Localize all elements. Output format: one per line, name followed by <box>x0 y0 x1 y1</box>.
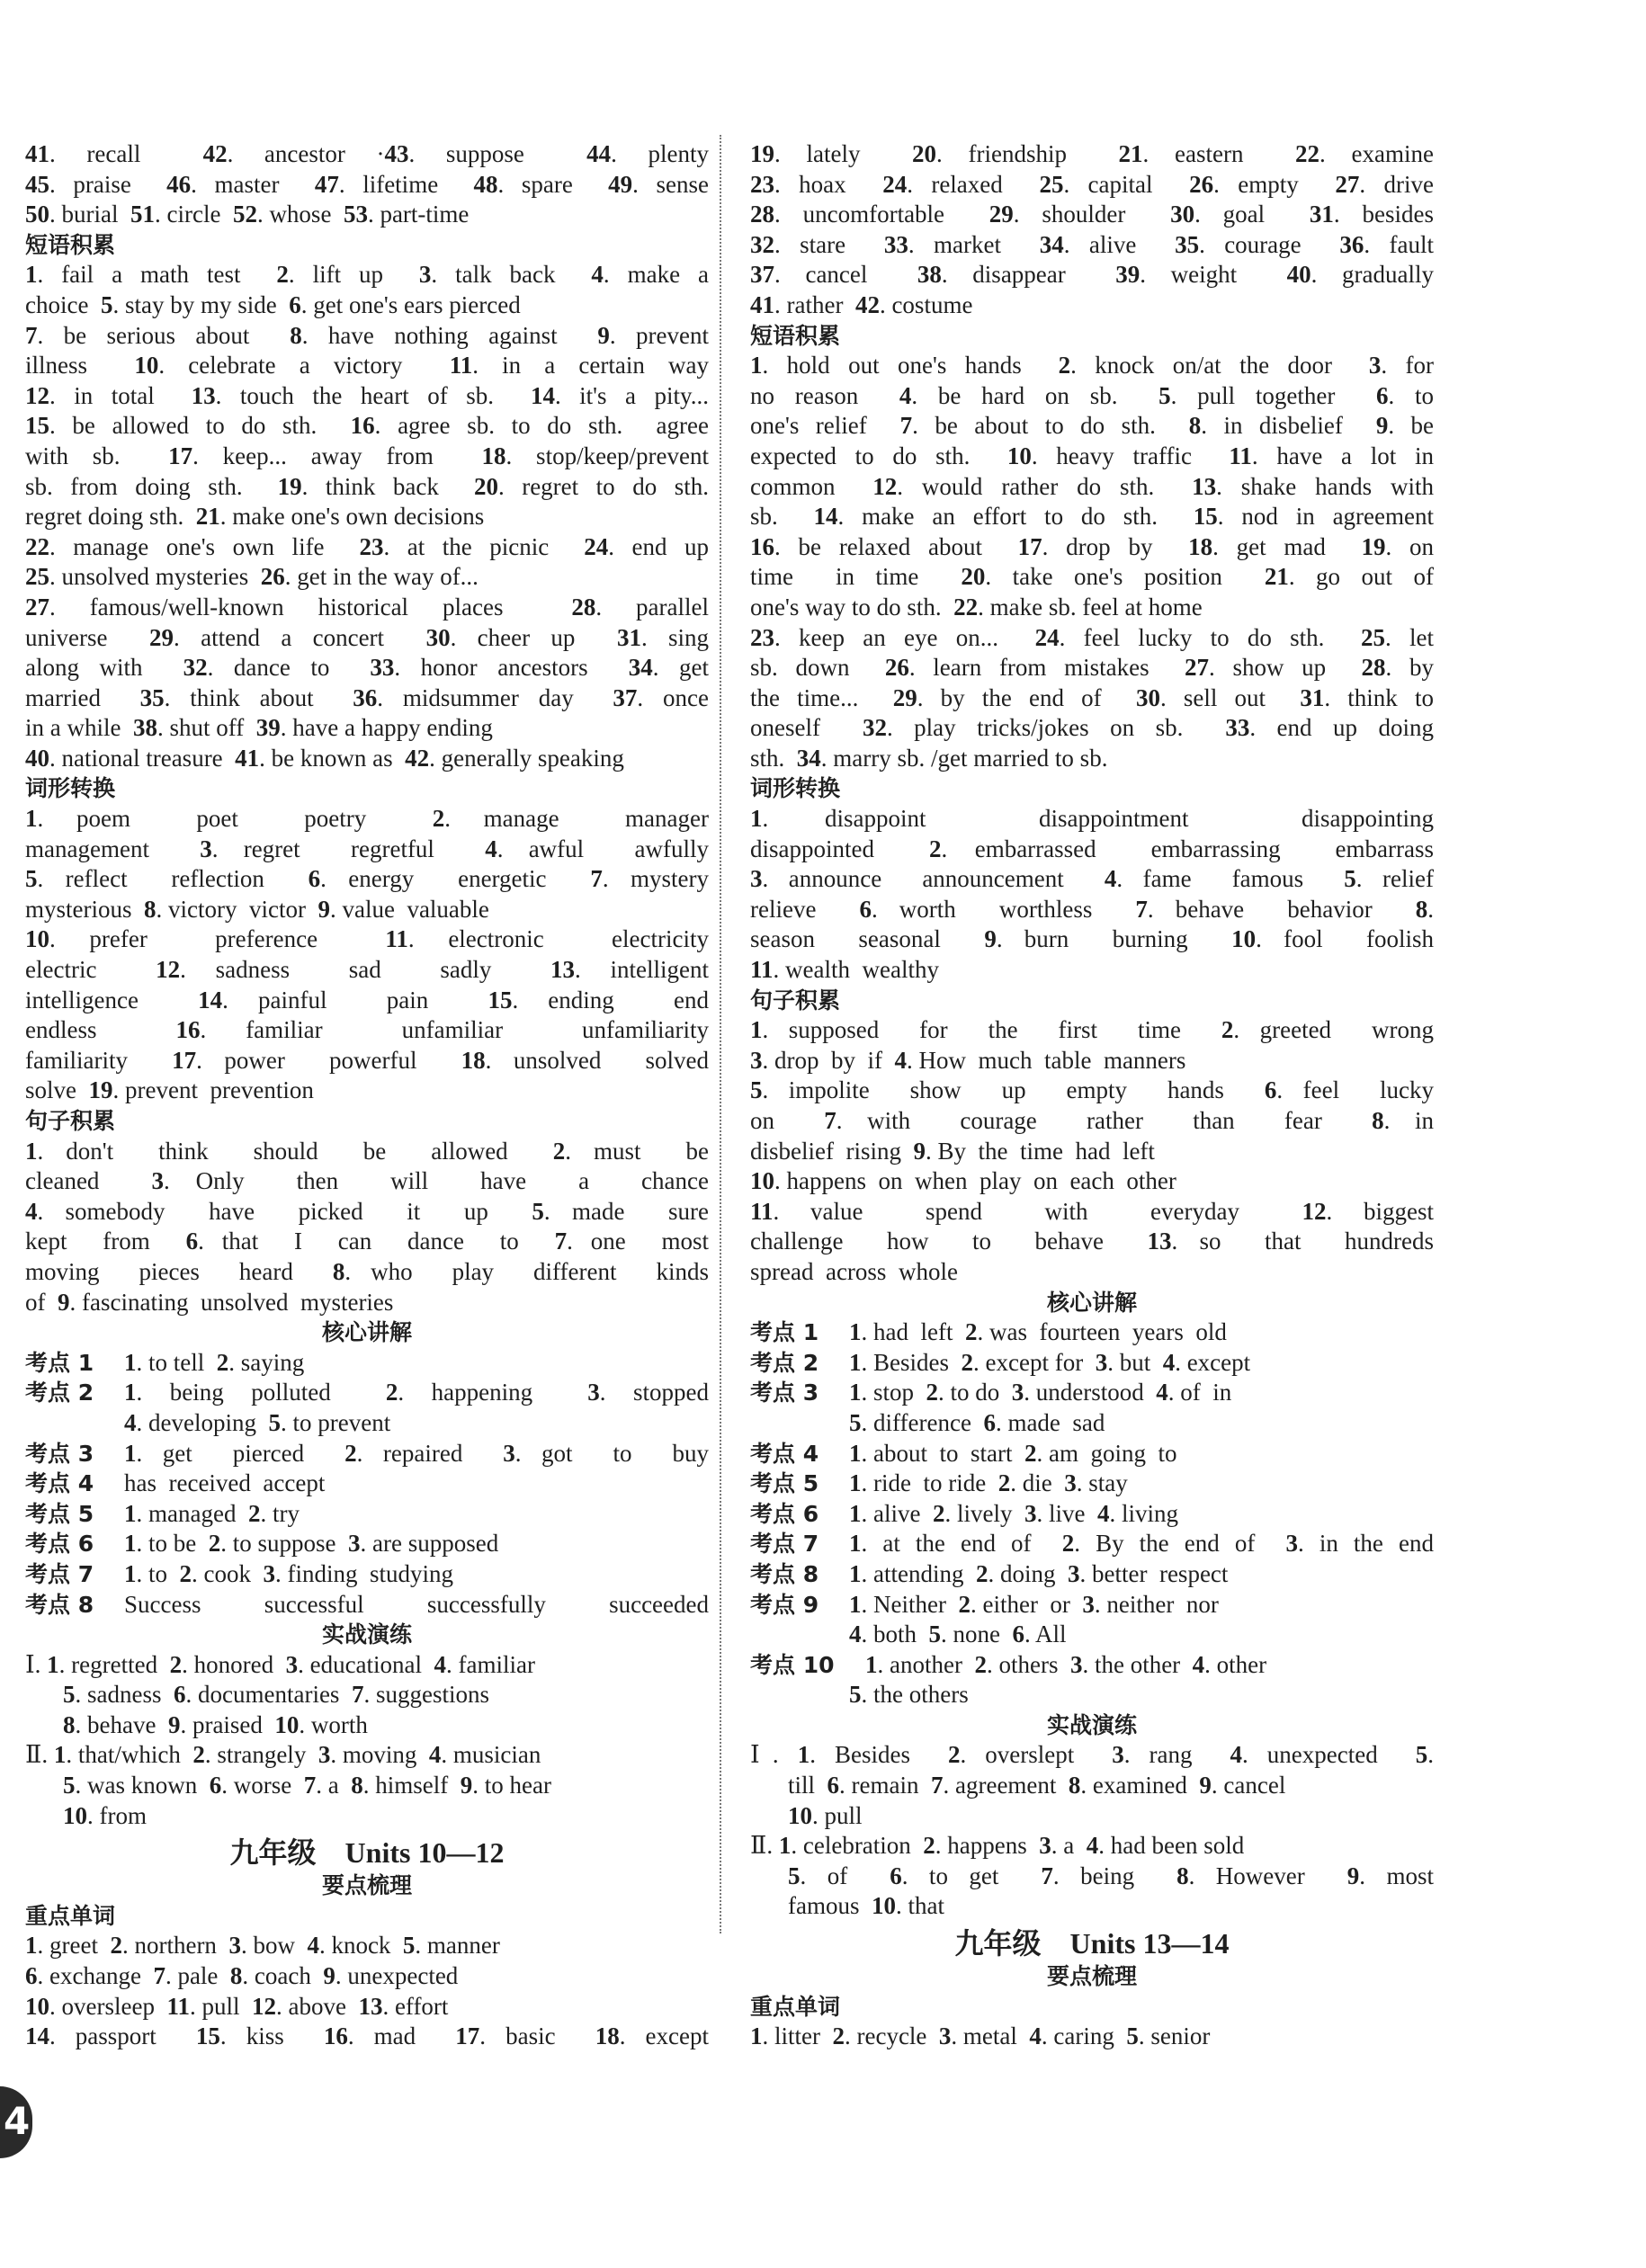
answer-line: Ⅰ. 1. regretted 2. honored 3. educational 4. familiar <box>25 1650 536 1678</box>
answer-line: familiarity 17. power powerful 18. unsolved solved <box>25 1046 709 1074</box>
answer-line: time in time 20. take one's position 21. go out of <box>750 563 1434 591</box>
answer-line: 1. hold out one's hands 2. knock on/at the door 3. for <box>750 352 1434 379</box>
answer-line: 23. keep an eye on... 24. feel lucky to do sth. 25. let <box>750 623 1434 651</box>
page-number-tab <box>0 2086 32 2158</box>
section-heading: 句子积累 <box>25 1108 116 1134</box>
key-point-row <box>25 1439 709 1469</box>
key-point-row <box>750 1469 1434 1499</box>
answer-line: disbelief rising 9. By the time had left <box>750 1137 1155 1165</box>
key-point-label: 考点 2 <box>750 1349 819 1376</box>
answer-line: sb. down 26. learn from mistakes 27. show up 28. by <box>750 654 1434 682</box>
answer-line: 22. manage one's own life 23. at the picnic 24. end up <box>25 532 709 560</box>
answer-line: 7. be serious about 8. have nothing against 9. prevent <box>25 321 709 349</box>
answer-line: mysterious 8. victory victor 9. value valuable <box>25 895 489 923</box>
key-point-label: 考点 8 <box>750 1560 819 1587</box>
answer-line: married 35. think about 36. midsummer day 37. once <box>25 683 709 711</box>
key-point-answers: 1. to 2. cook 3. finding studying <box>124 1559 454 1587</box>
left-column <box>25 139 709 2052</box>
key-point-label: 考点 1 <box>25 1349 94 1376</box>
key-point-label: 考点 9 <box>750 1591 819 1618</box>
answer-line: till 6. remain 7. agreement 8. examined 9. cancel <box>788 1772 1286 1799</box>
answer-line: on 7. with courage rather than fear 8. in <box>750 1107 1434 1134</box>
answer-line: 19. lately 20. friendship 21. eastern 22. examine <box>750 140 1434 167</box>
answer-line: famous 10. that <box>788 1892 944 1920</box>
answer-line: 32. stare 33. market 34. alive 35. courage 36. fault <box>750 230 1434 258</box>
key-point-answers: has received accept <box>124 1469 326 1497</box>
answer-line: 45. praise 46. master 47. lifetime 48. spare 49. sense <box>25 170 710 198</box>
answer-line: one's way to do sth. 22. make sb. feel at home <box>750 593 1203 621</box>
answer-line: 3. drop by if 4. How much table manners <box>750 1046 1186 1074</box>
answer-line: kept from 6. that I can dance to 7. one most <box>25 1228 709 1255</box>
key-point-answers: 1. managed 2. try <box>124 1499 300 1527</box>
answer-line: 5. was known 6. worse 7. a 8. himself 9. to hear <box>63 1772 551 1799</box>
key-point-label: 考点 4 <box>25 1470 94 1497</box>
answer-line: universe 29. attend a concert 30. cheer up 31. sing <box>25 623 710 651</box>
unit-heading: 九年级 Units 10—12 <box>229 1836 505 1870</box>
answer-line: 5. sadness 6. documentaries 7. suggestions <box>63 1681 489 1709</box>
column-divider <box>720 135 721 1933</box>
key-point-label: 考点 4 <box>750 1440 819 1467</box>
key-point-row <box>750 1378 1434 1408</box>
key-point-label: 考点 6 <box>750 1500 819 1527</box>
key-point-label: 考点 3 <box>25 1440 94 1467</box>
answer-line: in a while 38. shut off 39. have a happy ending <box>25 714 493 742</box>
subsection-heading: 实战演练 <box>321 1621 412 1648</box>
answer-line: Ⅱ. 1. that/which 2. strangely 3. moving 4. musician <box>25 1741 541 1769</box>
subsection-heading: 要点梳理 <box>321 1872 412 1899</box>
answer-line: moving pieces heard 8. who play different kinds <box>25 1257 709 1285</box>
answer-line: 5. the others <box>849 1681 969 1709</box>
answer-line: spread across whole <box>750 1257 958 1285</box>
answer-line: 1. supposed for the first time 2. greeted wrong <box>750 1016 1434 1044</box>
answer-line: expected to do sth. 10. heavy traffic 11. have a lot in <box>750 442 1434 469</box>
section-heading: 词形转换 <box>750 775 841 802</box>
key-point-answers: 1. to be 2. to suppose 3. are supposed <box>124 1530 499 1558</box>
answer-line: sth. 34. marry sb. /get married to sb. <box>750 744 1108 772</box>
answer-line: season seasonal 9. burn burning 10. fool foolish <box>750 925 1435 953</box>
key-point-label: 考点 3 <box>750 1380 819 1406</box>
key-point-answers: Success successful successfully succeeded <box>124 1590 709 1618</box>
answer-line: sb. from doing sth. 19. think back 20. regret to do sth. <box>25 472 709 500</box>
key-point-row <box>750 1439 1434 1469</box>
key-point-label: 考点 10 <box>750 1651 835 1678</box>
answer-line: 10. pull <box>788 1801 863 1829</box>
answer-line: 23. hoax 24. relaxed 25. capital 26. empty 27. drive <box>750 170 1434 198</box>
answer-line: 41. rather 42. costume <box>750 290 973 318</box>
answer-line: disappointed 2. embarrassed embarrassing embarrass <box>750 835 1434 862</box>
key-point-row <box>25 1378 709 1408</box>
answer-line: 5. difference 6. made sad <box>849 1408 1105 1436</box>
answer-line: with sb. 17. keep... away from 18. stop/keep/prevent <box>25 442 709 469</box>
subsection-heading: 要点梳理 <box>1046 1963 1137 1990</box>
key-point-label: 考点 7 <box>750 1531 819 1558</box>
key-point-answers: 1. being polluted 2. happening 3. stopped <box>124 1379 709 1406</box>
key-point-answers: 1. at the end of 2. By the end of 3. in the end <box>849 1530 1434 1558</box>
answer-line: 27. famous/well-known historical places 28. parallel <box>25 593 709 621</box>
unit-heading: 九年级 Units 13—14 <box>954 1927 1230 1960</box>
section-heading: 句子积累 <box>750 987 841 1013</box>
section-heading: 短语积累 <box>750 322 841 349</box>
answer-line: 11. wealth wealthy <box>750 956 939 984</box>
answer-line: 14. passport 15. kiss 16. mad 17. basic 18. except <box>25 2022 709 2050</box>
answer-line: 6. exchange 7. pale 8. coach 9. unexpected <box>25 1962 459 1990</box>
key-point-row <box>25 1590 709 1621</box>
answer-line: 11. value spend with everyday 12. biggest <box>750 1197 1435 1225</box>
answer-line: 1. fail a math test 2. lift up 3. talk back 4. make a <box>25 261 709 289</box>
section-heading: 词形转换 <box>25 775 116 802</box>
key-point-row <box>25 1499 709 1530</box>
answer-line: 10. happens on when play on each other <box>750 1167 1176 1195</box>
section-heading: 重点单词 <box>25 1902 116 1929</box>
right-column <box>750 139 1434 2052</box>
key-point-answers: 1. attending 2. doing 3. better respect <box>849 1559 1229 1587</box>
subsection-heading: 核心讲解 <box>1046 1289 1137 1316</box>
key-point-label: 考点 6 <box>25 1531 94 1558</box>
answer-line: the time... 29. by the end of 30. sell out 31. think to <box>750 683 1434 711</box>
answer-line: 10. from <box>63 1801 147 1829</box>
answer-line: Ⅱ. 1. celebration 2. happens 3. a 4. had been sold <box>750 1832 1245 1860</box>
answer-line: oneself 32. play tricks/jokes on sb. 33. end up doing <box>750 714 1434 742</box>
answer-line: intelligence 14. painful pain 15. ending end <box>25 986 709 1013</box>
answer-line: solve 19. prevent prevention <box>25 1076 314 1104</box>
key-point-row <box>750 1590 1434 1621</box>
answer-line: relieve 6. worth worthless 7. behave behavior 8. <box>750 895 1434 923</box>
key-point-answers: 1. about to start 2. am going to <box>849 1439 1177 1467</box>
answer-line: 25. unsolved mysteries 26. get in the way of... <box>25 563 479 591</box>
key-point-answers: 1. to tell 2. saying <box>124 1348 305 1376</box>
answer-line: 28. uncomfortable 29. shoulder 30. goal 31. besides <box>750 201 1434 228</box>
answer-line: 1. poem poet poetry 2. manage manager <box>25 805 709 833</box>
key-point-answers: 1. another 2. others 3. the other 4. other <box>865 1650 1267 1678</box>
answer-line: 8. behave 9. praised 10. worth <box>63 1710 368 1738</box>
key-point-label: 考点 1 <box>750 1319 819 1346</box>
answer-line: 50. burial 51. circle 52. whose 53. part-time <box>25 201 470 228</box>
answer-line: 16. be relaxed about 17. drop by 18. get mad 19. on <box>750 532 1434 560</box>
answer-line: 12. in total 13. touch the heart of sb. 14. it's a pity... <box>25 381 709 409</box>
key-point-label: 考点 7 <box>25 1560 94 1587</box>
answer-line: challenge how to behave 13. so that hundreds <box>750 1228 1434 1255</box>
key-point-answers: 1. get pierced 2. repaired 3. got to buy <box>124 1439 709 1467</box>
answer-line: 5. of 6. to get 7. being 8. However 9. most <box>788 1862 1434 1889</box>
answer-line: no reason 4. be hard on sb. 5. pull together 6. to <box>750 381 1434 409</box>
key-point-row <box>750 1559 1434 1590</box>
subsection-heading: 实战演练 <box>1046 1711 1137 1738</box>
key-point-row <box>25 1559 709 1590</box>
answer-line: 40. national treasure 41. be known as 42. generally speaking <box>25 744 624 772</box>
key-point-answers: 1. had left 2. was fourteen years old <box>849 1318 1227 1346</box>
key-point-answers: 1. Besides 2. except for 3. but 4. except <box>849 1348 1251 1376</box>
answer-line: 37. cancel 38. disappear 39. weight 40. gradually <box>750 261 1435 289</box>
answer-line: 4. somebody have picked it up 5. made sure <box>25 1197 710 1225</box>
answer-line: cleaned 3. Only then will have a chance <box>25 1167 709 1195</box>
answer-line: 5. reflect reflection 6. energy energetic 7. mystery <box>25 865 709 893</box>
key-point-row <box>750 1529 1434 1559</box>
key-point-row <box>750 1650 1434 1681</box>
key-point-row <box>25 1348 709 1379</box>
key-point-row <box>750 1499 1434 1530</box>
answer-line: 3. announce announcement 4. fame famous 5. relief <box>750 865 1435 893</box>
key-point-answers: 1. ride to ride 2. die 3. stay <box>849 1469 1128 1497</box>
key-point-answers: 1. alive 2. lively 3. live 4. living <box>849 1499 1178 1527</box>
answer-line: illness 10. celebrate a victory 11. in a certain way <box>25 352 709 379</box>
answer-line: regret doing sth. 21. make one's own decisions <box>25 503 485 531</box>
key-point-row <box>750 1348 1434 1379</box>
answer-line: 10. prefer preference 11. electronic electricity <box>25 925 709 953</box>
subsection-heading: 核心讲解 <box>321 1319 412 1346</box>
answer-line: 10. oversleep 11. pull 12. above 13. effort <box>25 1992 449 2020</box>
answer-line: choice 5. stay by my side 6. get one's ears pierced <box>25 290 521 318</box>
key-point-label: 考点 2 <box>25 1380 94 1406</box>
key-point-row <box>25 1529 709 1559</box>
answer-line: 4. developing 5. to prevent <box>124 1408 391 1436</box>
key-point-label: 考点 8 <box>25 1591 94 1618</box>
answer-line: Ⅰ. 1. Besides 2. overslept 3. rang 4. unexpected 5. <box>750 1741 1434 1769</box>
answer-line: along with 32. dance to 33. honor ancestors 34. get <box>25 654 709 682</box>
key-point-answers: 1. stop 2. to do 3. understood 4. of in <box>849 1379 1232 1406</box>
answer-line: 1. don't think should be allowed 2. must be <box>25 1137 709 1165</box>
answer-line: one's relief 7. be about to do sth. 8. in disbelief 9. be <box>750 412 1434 440</box>
key-point-row <box>25 1469 709 1499</box>
key-point-answers: 1. Neither 2. either or 3. neither nor <box>849 1590 1219 1618</box>
answer-line: of 9. fascinating unsolved mysteries <box>25 1288 394 1316</box>
answer-line: 4. both 5. none 6. All <box>849 1621 1067 1648</box>
key-point-row <box>750 1317 1434 1348</box>
section-heading: 短语积累 <box>25 231 116 258</box>
answer-line: 41. recall 42. ancestor ·43. suppose 44. plenty <box>25 140 709 167</box>
answer-line: sb. 14. make an effort to do sth. 15. nod in agreement <box>750 503 1434 531</box>
key-point-label: 考点 5 <box>25 1500 94 1527</box>
key-point-label: 考点 5 <box>750 1470 819 1497</box>
answer-line: 1. greet 2. northern 3. bow 4. knock 5. manner <box>25 1932 500 1960</box>
answer-line: management 3. regret regretful 4. awful awfully <box>25 835 709 862</box>
answer-line: endless 16. familiar unfamiliar unfamiliarity <box>25 1016 709 1044</box>
answer-line: 1. litter 2. recycle 3. metal 4. caring 5. senior <box>750 2022 1211 2050</box>
answer-line: common 12. would rather do sth. 13. shake hands with <box>750 472 1435 500</box>
page-number: 4 <box>4 2099 31 2143</box>
answer-line: 5. impolite show up empty hands 6. feel lucky <box>750 1076 1434 1104</box>
answer-line: 15. be allowed to do sth. 16. agree sb. to do sth. agree <box>25 412 709 440</box>
answer-line: 1. disappoint disappointment disappointing <box>750 805 1434 833</box>
answer-line: electric 12. sadness sad sadly 13. intelligent <box>25 956 709 984</box>
section-heading: 重点单词 <box>750 1993 841 2020</box>
